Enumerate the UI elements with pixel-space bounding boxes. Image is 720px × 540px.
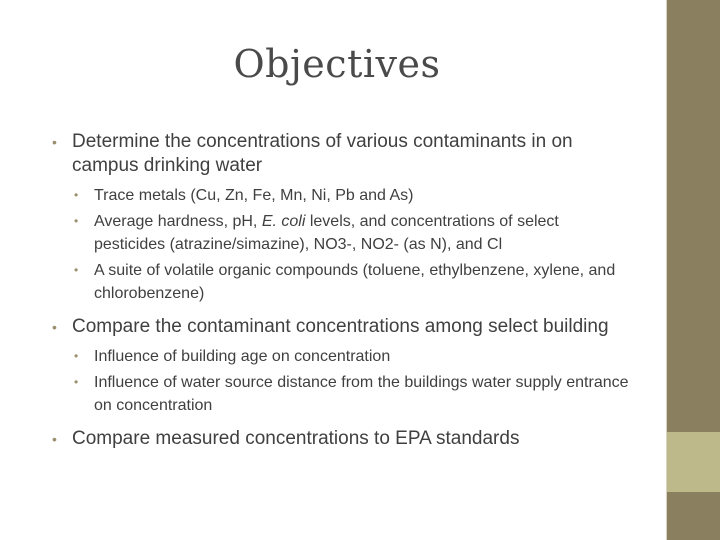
bullet-icon: • [74,188,79,202]
sub-bullet-item [52,210,632,256]
decorative-accent-block [667,432,720,492]
sub-bullet-item [52,259,632,305]
bullet-text: Determine the concentrations of various contaminants in on campus drinking water [72,131,573,176]
bullet-icon: • [74,214,79,228]
bullet-text: Compare the contaminant concentrations among select building [72,316,609,337]
sub-bullet-text: Influence of building age on concentration [94,348,391,365]
bullet-icon: • [52,134,57,150]
sub-bullet-item [52,371,632,417]
sub-bullet-text: Influence of water source distance from the buildings water supply entrance on concentration [94,374,629,414]
sub-bullet-item [52,184,632,207]
bullet-list [52,130,632,461]
sub-bullet-text: Trace metals (Cu, Zn, Fe, Mn, Ni, Pb and As) [94,187,414,204]
sub-bullet-text: A suite of volatile organic compounds (toluene, ethylbenzene, xylene, and chlorobenzene) [94,262,616,302]
bullet-text: Compare measured concentrations to EPA standards [72,428,520,449]
sub-bullet-text-italic: E. coli [261,213,306,230]
bullet-item [52,130,632,178]
sub-bullet-text-post: levels, and concentrations of select pesticides (atrazine/simazine), NO3-, NO2- (as N), and Cl [94,213,559,253]
sub-bullet-item [52,345,632,368]
bullet-icon: • [74,375,79,389]
bullet-group-3 [52,427,632,451]
sub-bullet-text-pre: Average hardness, pH, [94,213,262,230]
slide-title: Objectives [233,42,441,86]
bullet-item [52,427,632,451]
bullet-icon: • [74,349,79,363]
bullet-icon: • [52,319,57,335]
bullet-group-1 [52,130,632,305]
bullet-group-2 [52,315,632,417]
bullet-item [52,315,632,339]
bullet-icon: • [52,431,57,447]
bullet-icon: • [74,263,79,277]
